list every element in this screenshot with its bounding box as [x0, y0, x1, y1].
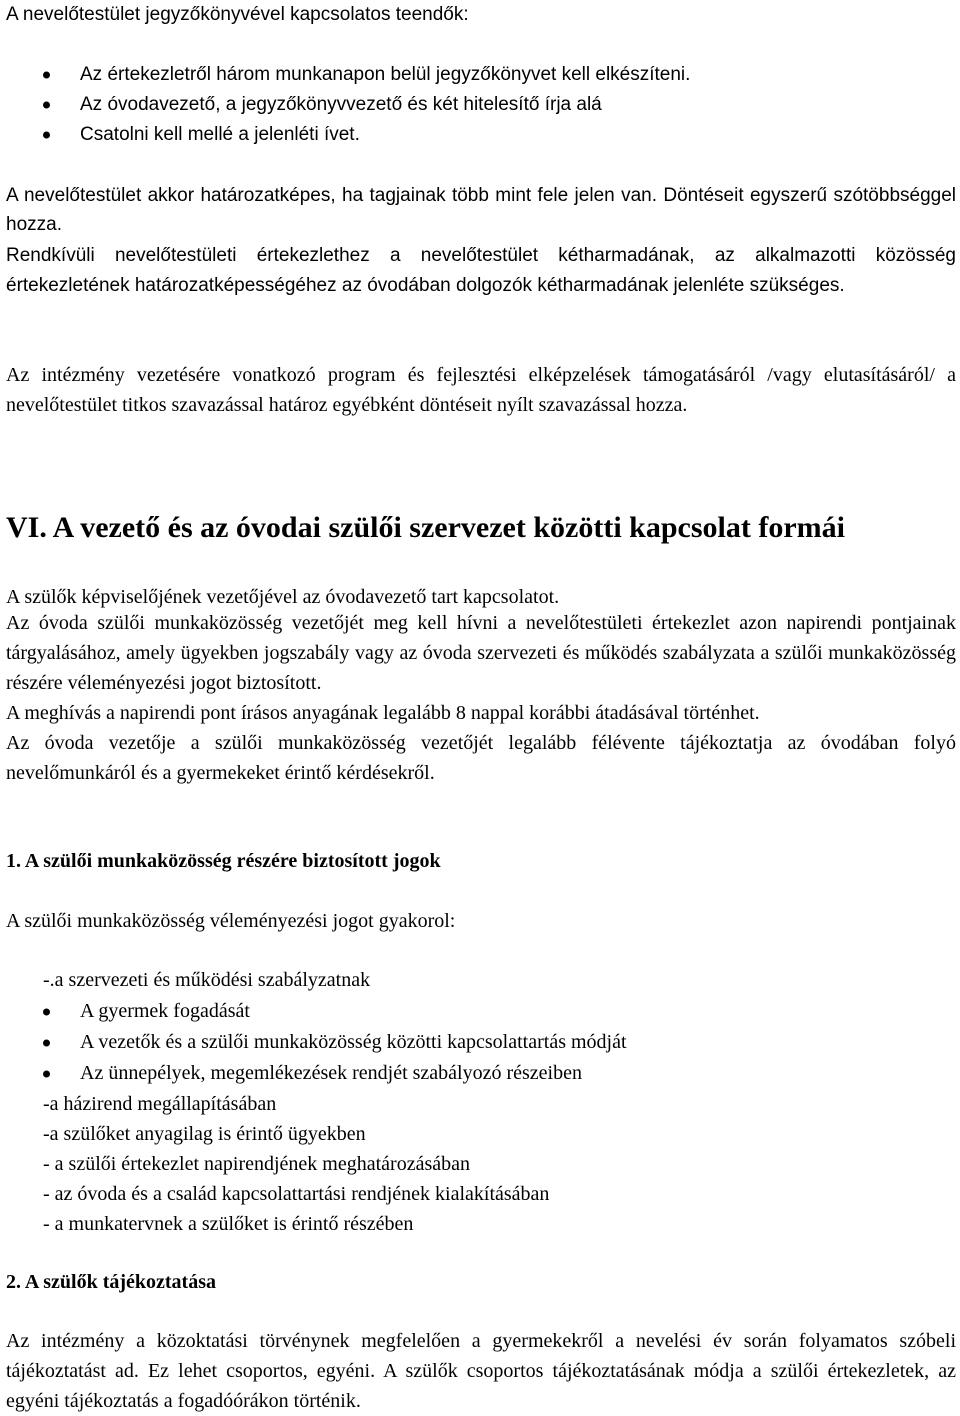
- bullet-icon: [43, 1039, 50, 1046]
- program-vote-paragraph: Az intézmény vezetésére vonatkozó program és fejlesztési elképzelések támogatásáról /vagy elutasításáról/ a nevelőtestület titkos szavazással határoz egyébként döntéseit nyílt szavazással hozza.: [6, 364, 956, 416]
- section-vi-para3: A meghívás a napirendi pont írásos anyagának legalább 8 nappal korábbi átadásával történhet.: [6, 702, 760, 724]
- bullet-icon: [43, 132, 50, 139]
- bullet-icon: [43, 72, 50, 79]
- subsection-2-heading: 2. A szülők tájékoztatása: [6, 1271, 216, 1293]
- section-vi-heading: VI. A vezető és az óvodai szülői szervezet közötti kapcsolat formái: [6, 511, 845, 544]
- section-vi-para4: Az óvoda vezetője a szülői munkaközösség vezetőjét legalább félévente tájékoztatja az óvodában folyó nevelőmunkáról és a gyermekeket érintő kérdésekről.: [6, 732, 956, 784]
- minutes-bullet-list: [6, 60, 956, 150]
- subsection-1-intro: A szülői munkaközösség véleményezési jogot gyakorol:: [6, 910, 456, 932]
- bullet-icon: [43, 102, 50, 109]
- szmsz-item: -.a szervezeti és működési szabályzatnak: [43, 969, 371, 991]
- bullet-icon: [43, 1008, 50, 1015]
- list-item: Csatolni kell mellé a jelenléti ívet.: [6, 120, 956, 150]
- list-item: Az óvodavezető, a jegyzőkönyvvezető és két hitelesítő írja alá: [6, 90, 956, 120]
- section-vi-para1: A szülők képviselőjének vezetőjével az óvodavezető tart kapcsolatot.: [6, 586, 560, 608]
- quorum-paragraph: A nevelőtestület akkor határozatképes, ha tagjainak több mint fele jelen van. Döntéseit egyszerű szótöbbséggel hozza.: [6, 185, 956, 235]
- extraordinary-meeting-paragraph: Rendkívüli nevelőtestületi értekezlethez a nevelőtestület kétharmadának, az alkalmazotti közösség értekezletének határozatképességéhez az óvodában dolgozók kétharmadának jelenléte szükséges.: [6, 245, 956, 296]
- list-item: A gyermek fogadását: [6, 996, 956, 1027]
- subsection-2-paragraph: Az intézmény a közoktatási törvénynek megfelelően a gyermekekről a nevelési év során folyamatos szóbeli tájékoztatást ad. Ez lehet csoportos, egyéni. A szülők csoportos tájékoztatásának módja a szülői értekezletek, az egyéni tájékoztatás a fogadóórákon történik.: [6, 1330, 956, 1412]
- list-item: -a házirend megállapításában: [43, 1093, 277, 1115]
- section-vi-para2: Az óvoda szülői munkaközösség vezetőjét meg kell hívni a nevelőtestületi értekezlet azon napirendi pontjainak tárgyalásához, amely ügyekben jogszabály vagy az óvoda szervezeti és működés szabályzata a szülői munkaközösség részére véleményezési jogot biztosított.: [6, 612, 956, 694]
- subsection-1-heading: 1. A szülői munkaközösség részére biztosított jogok: [6, 850, 441, 872]
- list-item: - a munkatervnek a szülőket is érintő részében: [43, 1213, 414, 1235]
- list-item: -a szülőket anyagilag is érintő ügyekben: [43, 1123, 366, 1145]
- list-item: A vezetők és a szülői munkaközösség közötti kapcsolattartás módját: [6, 1027, 956, 1058]
- minutes-heading: A nevelőtestület jegyzőkönyvével kapcsolatos teendők:: [6, 4, 469, 25]
- szmsz-bullet-list: [6, 996, 956, 1089]
- bullet-icon: [43, 1070, 50, 1077]
- rights-dash-list: [6, 1089, 956, 1239]
- list-item: - az óvoda és a család kapcsolattartási rendjének kialakításában: [43, 1183, 550, 1205]
- list-item: - a szülői értekezlet napirendjének meghatározásában: [43, 1153, 471, 1175]
- list-item: Az ünnepélyek, megemlékezések rendjét szabályozó részeiben: [6, 1058, 956, 1089]
- list-item: Az értekezletről három munkanapon belül jegyzőkönyvet kell elkészíteni.: [6, 60, 956, 90]
